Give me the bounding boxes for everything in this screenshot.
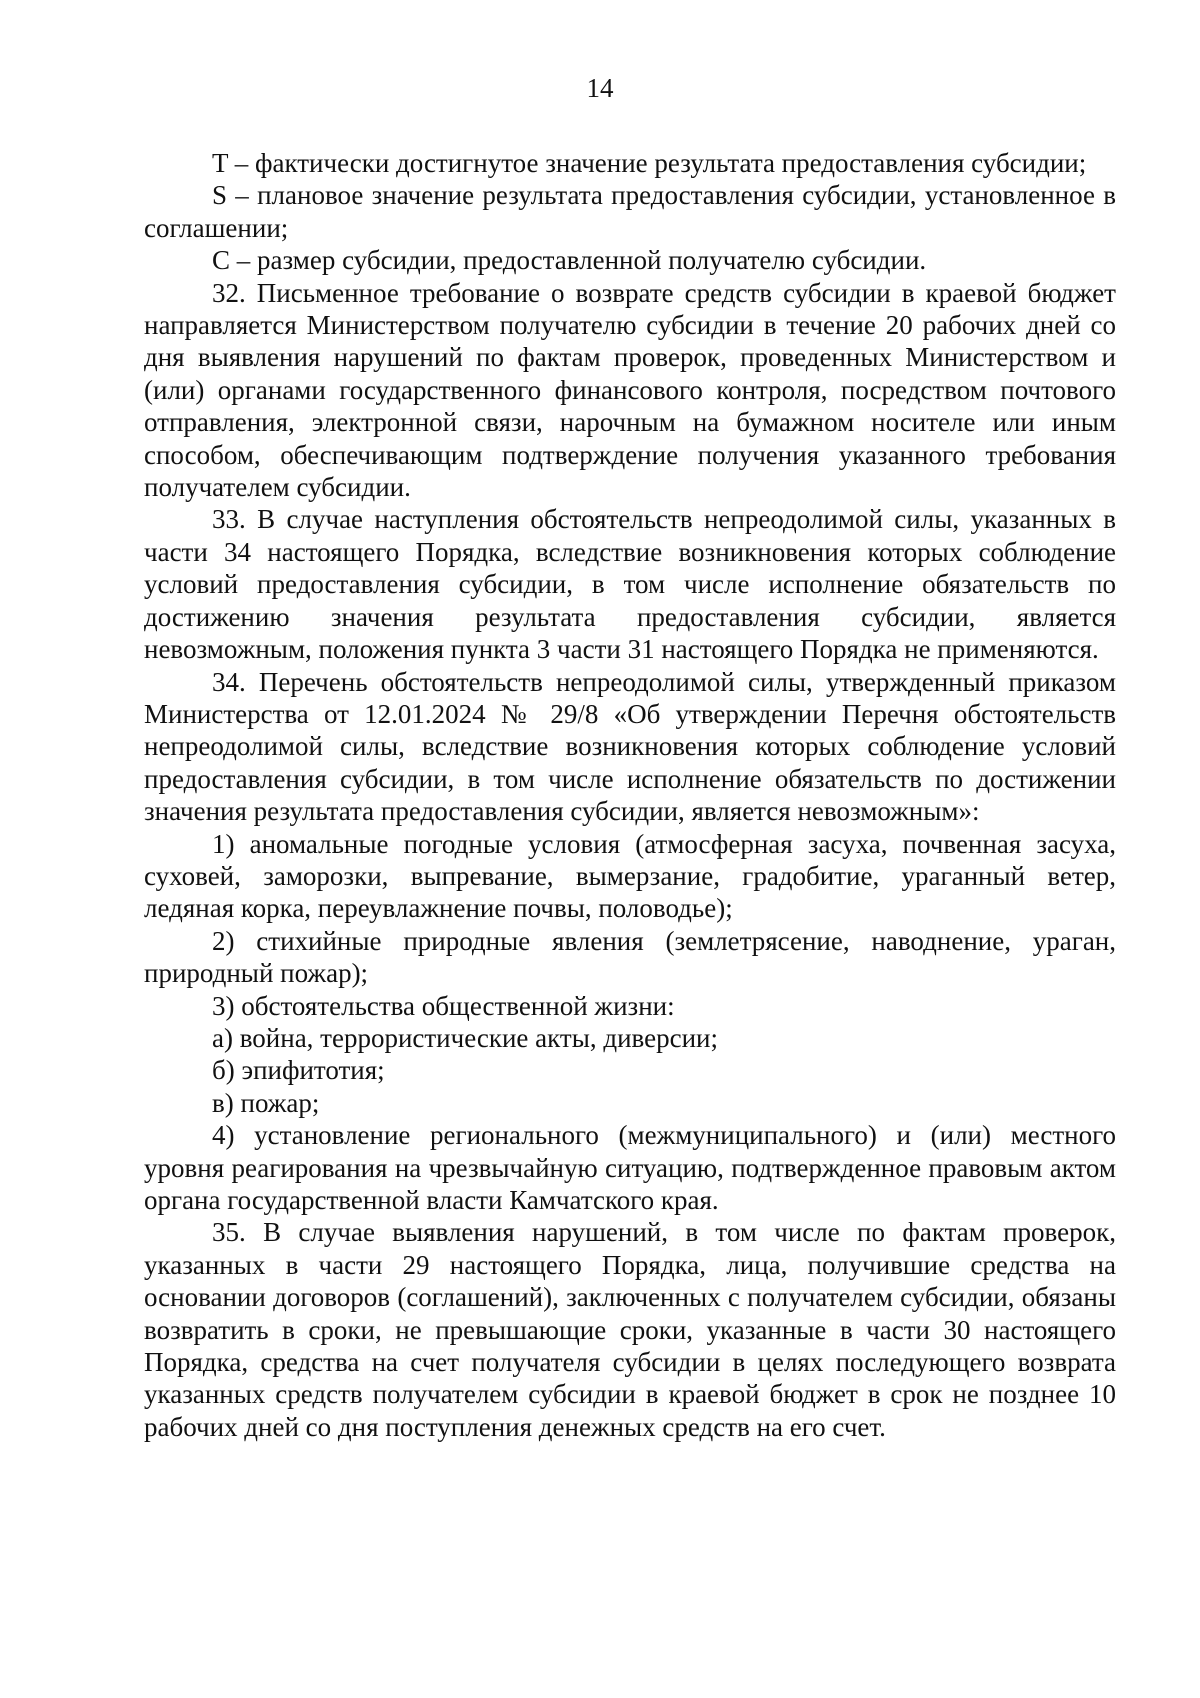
clause-35: 35. В случае выявления нарушений, в том числе по фактам проверок, указанных в части 29 настоящего Порядка, лица, получившие средства на основании договоров (соглашений), заключенных с получателем субсидии, обязаны возвратить в сроки, не превышающие сроки, указанные в части 30 настоящего Порядка, средства на счет получателя субсидии в целях последующего возврата указанных средств получателем субсидии в краевой бюджет в срок не позднее 10 рабочих дней со дня поступления денежных средств на его счет.	[144, 1217, 1116, 1442]
clause-33: 33. В случае наступления обстоятельств непреодолимой силы, указанных в части 34 настоящего Порядка, вследствие возникновения которых соблюдение условий предоставления субсидии, в том числе исполнение обязательств по достижению значения результата предоставления субсидии, является невозможным, положения пункта 3 части 31 настоящего Порядка не применяются.	[144, 504, 1116, 665]
clause-32: 32. Письменное требование о возврате средств субсидии в краевой бюджет направляется Министерством получателю субсидии в течение 20 рабочих дней со дня выявления нарушений по фактам проверок, проведенных Министерством и (или) органами государственного финансового контроля, посредством почтового отправления, электронной связи, нарочным на бумажном носителе или иным способом, обеспечивающим подтверждение получения указанного требования получателем субсидии.	[144, 277, 1116, 503]
clause-34-item-2: 2) стихийные природные явления (землетрясение, наводнение, ураган, природный пожар);	[144, 925, 1116, 989]
definition-t: T – фактически достигнутое значение результата предоставления субсидии;	[212, 148, 1087, 178]
clause-34-item-3c: в) пожар;	[212, 1087, 320, 1118]
document-body	[144, 147, 1116, 1443]
definition-s: S – плановое значение результата предоставления субсидии, установленное в соглашении;	[144, 180, 1116, 243]
clause-34: 34. Перечень обстоятельств непреодолимой силы, утвержденный приказом Министерства от 12.01.2024 № 29/8 «Об утверждении Перечня обстоятельств непреодолимой силы, вследствие возникновения которых соблюдение условий предоставления субсидии, в том числе исполнение обязательств по достижении значения результата предоставления субсидии, является невозможным»:	[144, 666, 1116, 827]
clause-34-item-1: 1) аномальные погодные условия (атмосферная засуха, почвенная засуха, суховей, заморозки, выпревание, вымерзание, градобитие, ураганный ветер, ледяная корка, переувлажнение почвы, половодье);	[144, 828, 1116, 924]
page-number: 14	[586, 73, 614, 103]
clause-34-item-3: 3) обстоятельства общественной жизни:	[212, 990, 675, 1021]
clause-34-item-3b: б) эпифитотия;	[212, 1055, 385, 1086]
clause-34-item-3a: а) война, террористические акты, диверсии;	[212, 1022, 718, 1053]
clause-34-item-4: 4) установление регионального (межмуниципального) и (или) местного уровня реагирования на чрезвычайную ситуацию, подтвержденное правовым актом органа государственной власти Камчатского края.	[144, 1120, 1116, 1215]
definition-c: C – размер субсидии, предоставленной получателю субсидии.	[212, 245, 927, 276]
